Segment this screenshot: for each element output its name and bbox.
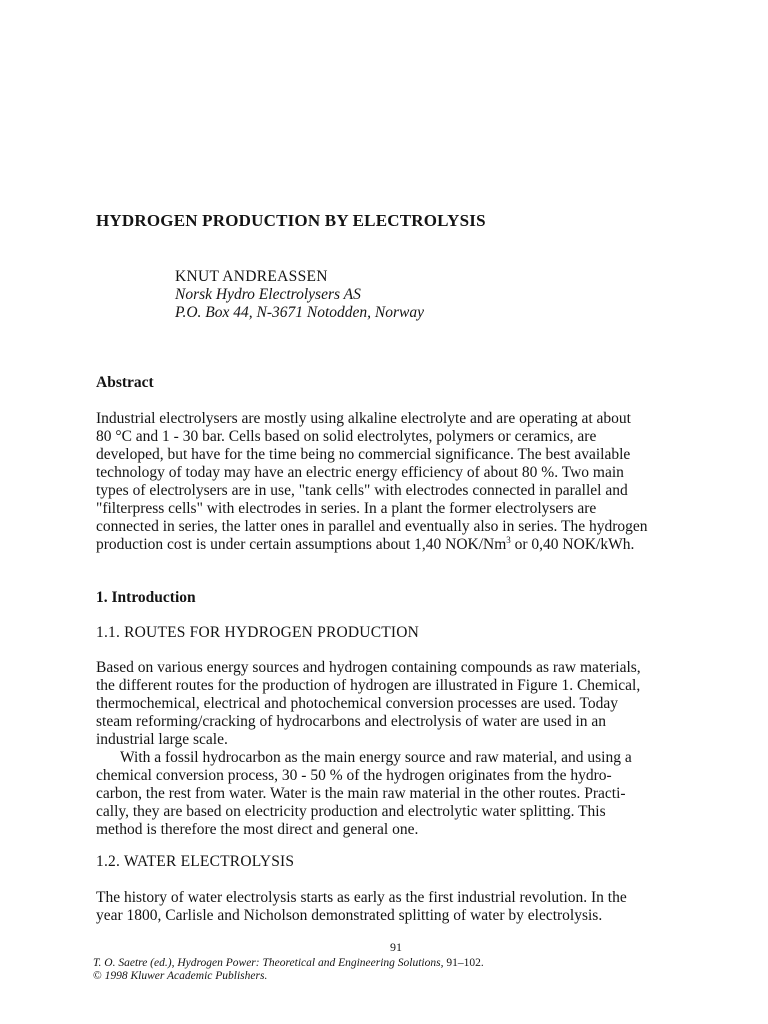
routes-subsection-heading: 1.1. ROUTES FOR HYDROGEN PRODUCTION xyxy=(96,624,420,641)
copyright-symbol: © xyxy=(93,970,102,982)
routes-line: thermochemical, electrical and photochemical conversion processes are used. Today xyxy=(96,695,618,712)
routes-line: chemical conversion process, 30 - 50 % of the hydrogen originates from the hydro- xyxy=(96,767,612,784)
abstract-body xyxy=(96,410,696,554)
routes-line: steam reforming/cracking of hydrocarbons and electrolysis of water are used in an xyxy=(96,713,607,730)
routes-line: industrial large scale. xyxy=(96,731,228,748)
citation-line xyxy=(93,957,484,970)
abstract-heading: Abstract xyxy=(96,374,154,391)
routes-body xyxy=(96,659,696,839)
cubic-superscript: 3 xyxy=(506,534,511,545)
routes-line: cally, they are based on electricity production and electrolytic water splitting. This xyxy=(96,803,606,820)
routes-line: method is therefore the most direct and general one. xyxy=(96,821,419,838)
author-block xyxy=(175,268,424,322)
paper-title: HYDROGEN PRODUCTION BY ELECTROLYSIS xyxy=(96,211,486,230)
routes-line: carbon, the rest from water. Water is the main raw material in the other routes. Practi- xyxy=(96,785,626,802)
abstract-last-line xyxy=(96,536,696,554)
routes-para2-first-line: With a fossil hydrocarbon as the main energy source and raw material, and using a xyxy=(120,749,632,766)
abstract-line: connected in series, the latter ones in parallel and eventually also in series. The hydrogen xyxy=(96,518,648,535)
routes-line: the different routes for the production of hydrogen are illustrated in Figure 1. Chemical, xyxy=(96,677,641,694)
copyright-text: 1998 Kluwer Academic Publishers. xyxy=(101,970,268,982)
footer-citation xyxy=(93,957,484,983)
copyright-line xyxy=(93,970,484,983)
abstract-line: developed, but have for the time being no commercial significance. The best available xyxy=(96,446,631,463)
page-number: 91 xyxy=(390,940,402,954)
author-address: P.O. Box 44, N-3671 Notodden, Norway xyxy=(175,304,424,321)
water-subsection-heading: 1.2. WATER ELECTROLYSIS xyxy=(96,853,295,870)
abstract-last-line-end: or 0,40 NOK/kWh. xyxy=(510,536,635,553)
introduction-heading: 1. Introduction xyxy=(96,589,196,606)
abstract-line: technology of today may have an electric energy efficiency of about 80 %. Two main xyxy=(96,464,624,481)
water-line: The history of water electrolysis starts as early as the first industrial revolution. In the xyxy=(96,889,627,906)
citation-pages: 91–102. xyxy=(443,957,484,969)
abstract-last-line-start: production cost is under certain assumptions about 1,40 NOK/Nm xyxy=(96,536,507,553)
abstract-line: 80 °C and 1 - 30 bar. Cells based on solid electrolytes, polymers or ceramics, are xyxy=(96,428,597,445)
water-line: year 1800, Carlisle and Nicholson demonstrated splitting of water by electrolysis. xyxy=(96,907,603,924)
routes-line: Based on various energy sources and hydrogen containing compounds as raw materials, xyxy=(96,659,641,676)
abstract-line: "filterpress cells" with electrodes in series. In a plant the former electrolysers are xyxy=(96,500,597,517)
author-name: KNUT ANDREASSEN xyxy=(175,268,328,285)
abstract-line: Industrial electrolysers are mostly using alkaline electrolyte and are operating at about xyxy=(96,410,631,427)
abstract-line: types of electrolysers are in use, "tank cells" with electrodes connected in parallel and xyxy=(96,482,628,499)
water-body xyxy=(96,889,696,925)
citation-source: T. O. Saetre (ed.), Hydrogen Power: Theoretical and Engineering Solutions, xyxy=(93,957,444,969)
author-affiliation: Norsk Hydro Electrolysers AS xyxy=(175,286,361,303)
